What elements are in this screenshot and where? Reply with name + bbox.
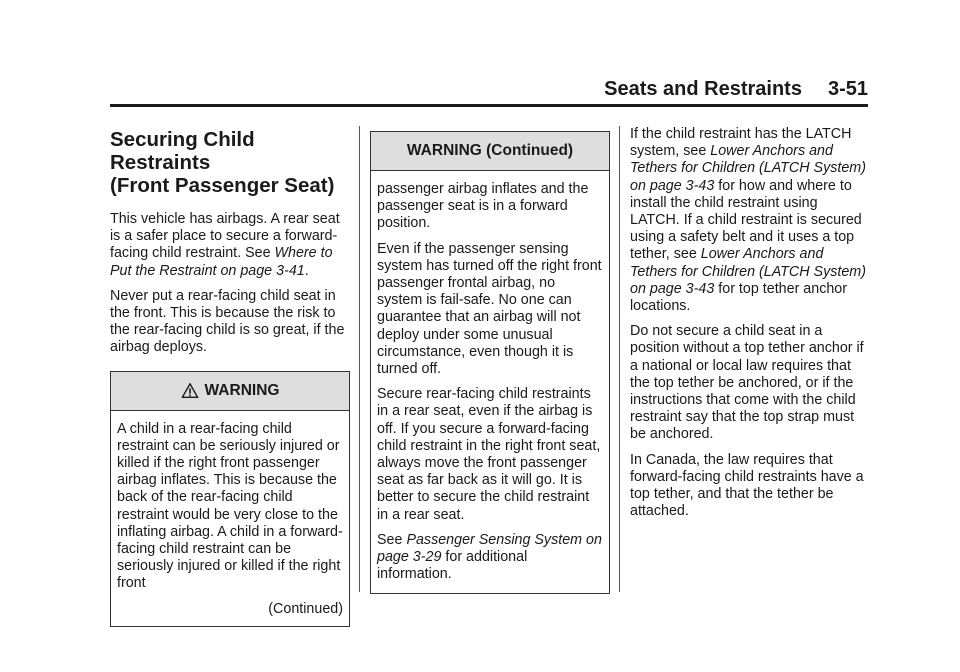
warning-header (111, 372, 349, 411)
caution-triangle-icon (181, 382, 199, 400)
continued-label: (Continued) (268, 600, 343, 617)
warning-paragraph-2: Even if the passenger sensing system has turned off the right front passenger frontal airbag, no system is fail-safe. No one can guarantee that an airbag will not deploy under some unusual circumstance, even though it is turned off. (377, 240, 602, 378)
page-number: 3-51 (827, 78, 868, 100)
link-latch-system[interactable]: Lower Anchors and Tethers for Children (LATCH System) on page 3-43 (630, 143, 866, 194)
column-left (110, 126, 350, 627)
column-divider (359, 126, 360, 592)
warning-body (111, 411, 349, 626)
column-middle (370, 131, 610, 594)
rear-facing-paragraph: Never put a rear-facing child seat in the front. This is because the risk to the rear-facing child is so great, if the airbag deploys. (110, 287, 345, 356)
link-latch-system-2[interactable]: Lower Anchors and Tethers for Children (LATCH System) on page 3-43 (630, 246, 866, 297)
warning-paragraph-3: Secure rear-facing child restraints in a rear seat, even if the airbag is off. If you secure a forward-facing child restraint in the right front seat, always move the front passenger seat as far back as it will go. It is better to secure the child restraint in a rear seat. (377, 386, 601, 523)
warning-continued-title: WARNING (Continued) (406, 142, 574, 160)
warning-paragraph-1: passenger airbag inflates and the passenger seat is in a forward position. (377, 181, 589, 232)
running-header (110, 78, 868, 101)
column-divider (619, 126, 620, 592)
warning-continued-body (371, 171, 609, 593)
link-passenger-sensing-system[interactable]: Passenger Sensing System on page 3-29 (377, 531, 602, 566)
section-name: Seats and Restraints (604, 78, 802, 100)
warning-continued-box (370, 131, 610, 594)
warning-box (110, 371, 350, 627)
intro-paragraph: This vehicle has airbags. A rear seat is a safer place to secure a forward-facing child restraint. See Where to Put the Restraint on page 3-41. (110, 211, 340, 279)
canada-paragraph: In Canada, the law requires that forward-facing child restraints have a top tether, and that the tether be attached. (630, 451, 864, 520)
section-title: Securing Child Restraints (Front Passenger Seat) (110, 128, 335, 197)
top-tether-paragraph: Do not secure a child seat in a position without a top tether anchor if a national or local law requires that the top tether be anchored, or if the instructions that come with the child restraint say that the top strap must be anchored. (630, 323, 864, 443)
warning-paragraph-4: See Passenger Sensing System on page 3-29 for additional information. (377, 531, 602, 583)
column-right (630, 126, 870, 528)
latch-paragraph: If the child restraint has the LATCH system, see Lower Anchors and Tethers for Children (LATCH System) on page 3-43 for how and where to install the child restraint using LATCH. If a child restraint is secured using a safety belt and it uses a top tether, see Lower Anchors and Tethers for Children (LATCH System) on page 3-43 for top tether anchor locations. (630, 126, 866, 315)
warning-title: WARNING (204, 382, 280, 400)
warning-text: A child in a rear-facing child restraint can be seriously injured or killed if the right front passenger airbag inflates. This is because the back of the rear-facing child restraint would be very close to the inflating airbag. A child in a forward-facing child restraint can be seriously injured or killed if the right front (117, 420, 343, 592)
header-rule (110, 104, 868, 107)
warning-continued-header (371, 132, 609, 171)
link-where-to-put-restraint[interactable]: Where to Put the Restraint on page 3-41 (110, 245, 333, 279)
